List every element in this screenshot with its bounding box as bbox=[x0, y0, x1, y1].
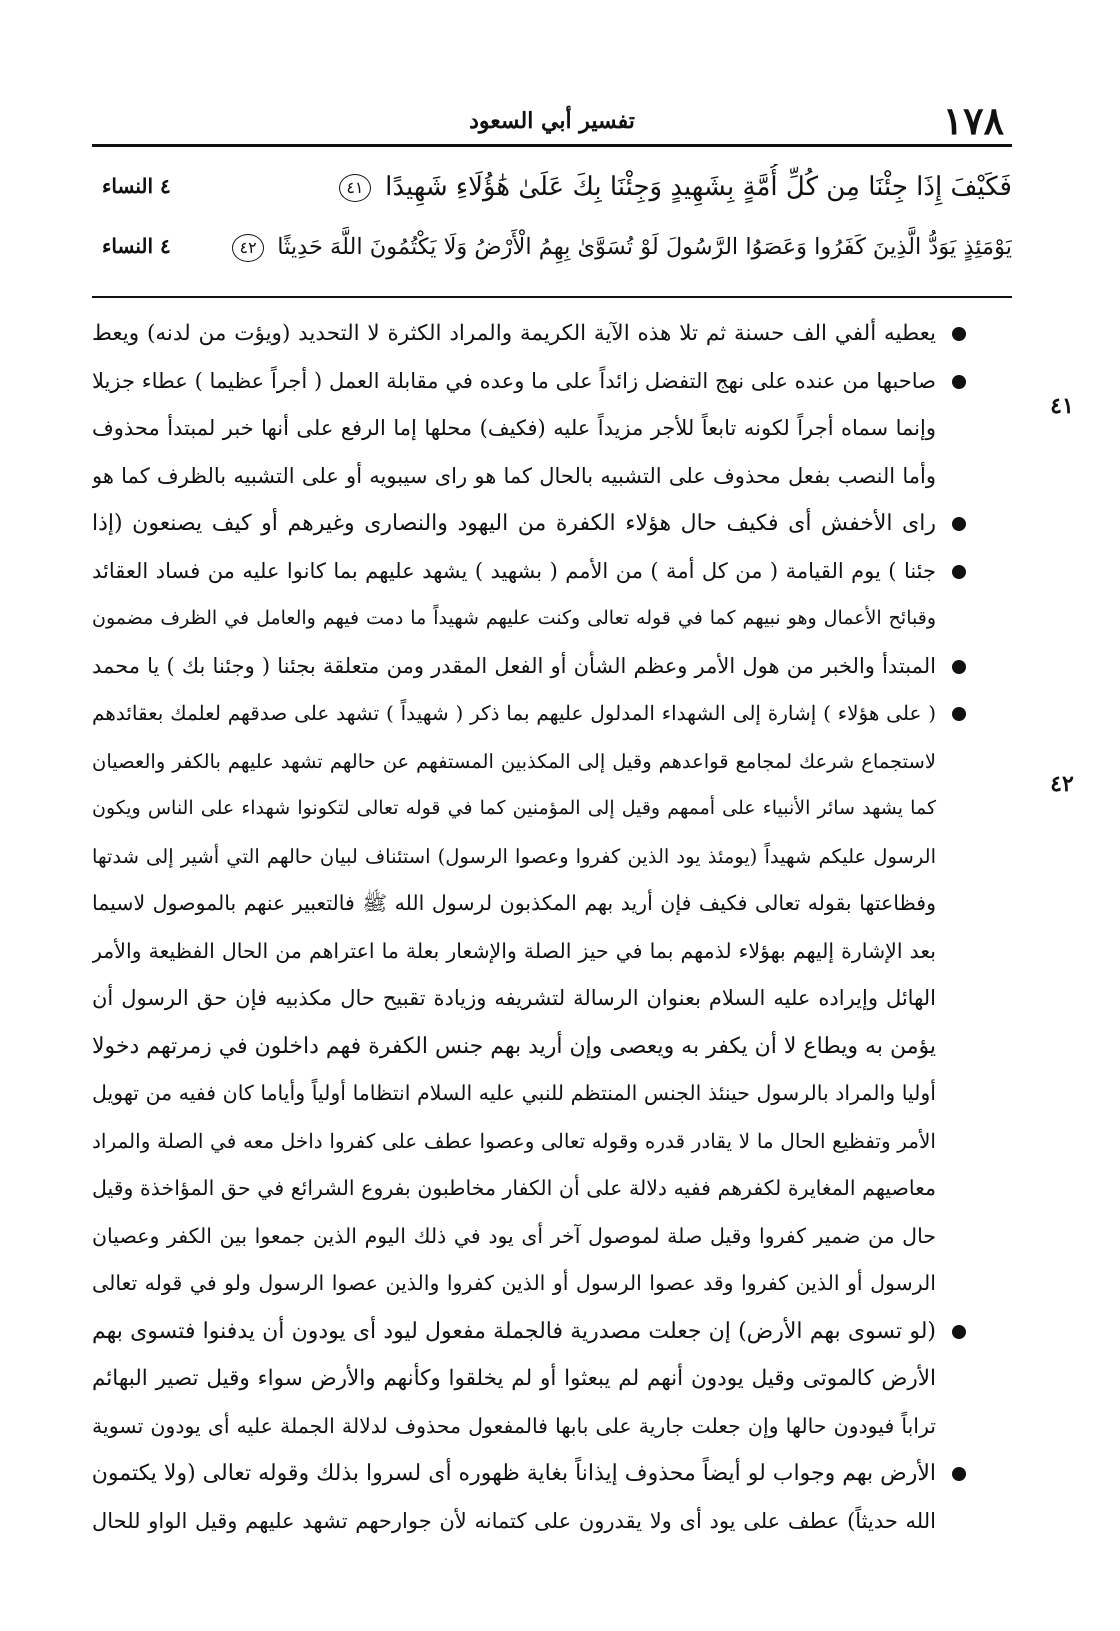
bullet-icon bbox=[952, 660, 966, 674]
commentary-line-text: الرسول أو الذين كفروا وقد عصوا الرسول أو الذين كفروا والذين عصوا الرسول ولو في قوله تعالى bbox=[92, 1271, 936, 1295]
bullet-icon bbox=[952, 707, 966, 721]
verse-text: يَوْمَئِذٍ يَوَدُّ الَّذِينَ كَفَرُوا وَعَصَوُا الرَّسُولَ لَوْ تُسَوَّىٰ بِهِمُ الْأَرْضُ وَلَا يَكْتُمُونَ اللَّهَ حَدِيثًا bbox=[277, 234, 1012, 260]
commentary-line-text: الرسول عليكم شهيداً (يومئذ يود الذين كفروا وعصوا الرسول) استئناف لبيان حالهم التي أشير إلى شدتها bbox=[92, 844, 936, 868]
margin-verse-number: ٤٢ bbox=[1050, 771, 1074, 797]
commentary-line bbox=[92, 1308, 972, 1356]
commentary-line bbox=[92, 1070, 972, 1118]
bullet-icon bbox=[952, 1325, 966, 1339]
verse-number-mark: ٤١ bbox=[339, 174, 371, 202]
page-header bbox=[92, 92, 1012, 142]
verse-text-block bbox=[222, 164, 1012, 210]
commentary-body bbox=[92, 310, 972, 1545]
commentary-line bbox=[92, 738, 972, 786]
commentary-line-text: الأرض كالموتى وقيل يودون أنهم لم يبعثوا أو لم يخلقوا وكأنهم والأرض سواء وقيل تصير البهائم bbox=[92, 1366, 936, 1391]
commentary-line bbox=[92, 1498, 972, 1546]
verse-text-block bbox=[222, 224, 1012, 270]
commentary-line-text: وفظاعتها بقوله تعالى فكيف فإن أريد بهم المكذبون لرسول الله ﷺ فالتعبير عنهم بالموصول لاسيما bbox=[92, 891, 936, 915]
commentary-line-text: أوليا والمراد بالرسول حينئذ الجنس المنتظم للنبي عليه السلام انتظاما أولياً وأياما كان ففيه من تهويل bbox=[92, 1081, 936, 1105]
commentary-line-text: (لو تسوى بهم الأرض) إن جعلت مصدرية فالجملة مفعول ليود أى يودون أن يدفنوا فتسوى بهم bbox=[92, 1318, 936, 1344]
header-divider bbox=[92, 144, 1012, 147]
commentary-line bbox=[92, 643, 972, 691]
verse-reference: ٤ النساء bbox=[102, 234, 171, 258]
bullet-icon bbox=[952, 565, 966, 579]
commentary-line-text: راى الأخفش أى فكيف حال هؤلاء الكفرة من اليهود والنصارى وغيرهم أو كيف يصنعون (إذا bbox=[92, 511, 936, 536]
verses-divider bbox=[92, 296, 1012, 298]
commentary-line bbox=[92, 833, 972, 881]
commentary-line-text: المبتدأ والخبر من هول الأمر وعظم الشأن أو الفعل المقدر ومن متعلقة بجئنا ( وجئنا بك ) يا محمد bbox=[92, 653, 936, 678]
commentary-line bbox=[92, 1403, 972, 1451]
commentary-line bbox=[92, 358, 972, 406]
commentary-line-text: الأرض بهم وجواب لو أيضاً محذوف إيذاناً بغاية ظهوره أى لسروا بذلك وقوله تعالى (ولا يكتمون bbox=[92, 1461, 936, 1486]
quran-verse bbox=[92, 160, 1012, 218]
commentary-line bbox=[92, 1355, 972, 1403]
bullet-icon bbox=[952, 327, 966, 341]
commentary-line bbox=[92, 1450, 972, 1498]
commentary-line bbox=[92, 690, 972, 738]
commentary-line bbox=[92, 595, 972, 643]
commentary-line bbox=[92, 1023, 972, 1071]
quran-verse bbox=[92, 220, 1012, 278]
margin-verse-number: ٤١ bbox=[1050, 393, 1074, 419]
commentary-line bbox=[92, 405, 972, 453]
commentary-line-text: وأما النصب بفعل محذوف على التشبيه بالحال كما هو راى سيبويه أو على التشبيه بالظرف كما هو bbox=[92, 463, 936, 488]
commentary-line-text: صاحبها من عنده على نهج التفضل زائداً على ما وعده في مقابلة العمل ( أجراً عظيما ) عطاء جزيلا bbox=[92, 368, 936, 393]
commentary-line-text: وقبائح الأعمال وهو نبيهم كما في قوله تعالى وكنت عليهم شهيداً ما دمت فيهم والعامل في الظرف مضمون bbox=[92, 607, 936, 629]
page-number: ١٧٨ bbox=[942, 98, 1004, 143]
commentary-line-text: بعد الإشارة إليهم بهؤلاء لذمهم بما في حيز الصلة والإشعار بعلة ما اعتراهم من الحال الفظيعة والأمر bbox=[92, 938, 936, 963]
commentary-line-text: الهائل وإيراده عليه السلام بعنوان الرسالة لتشريفه وزيادة تقبيح حال مكذبيه فإن حق الرسول أن bbox=[92, 986, 936, 1010]
commentary-line-text: لاستجماع شرعك لمجامع قواعدهم وقيل إلى المكذبين المستفهم عن حالهم تشهد عليهم بالكفر والعصيان bbox=[92, 749, 936, 773]
commentary-line-text: يؤمن به ويطاع لا أن يكفر به ويعصى وإن أريد بهم جنس الكفرة فهم داخلون في زمرتهم دخولا bbox=[92, 1033, 936, 1059]
verse-reference: ٤ النساء bbox=[102, 174, 171, 198]
commentary-line bbox=[92, 1260, 972, 1308]
commentary-line bbox=[92, 500, 972, 548]
commentary-line-text: تراباً فيودون حالها وإن جعلت جارية على بابها فالمفعول محذوف لدلالة الجملة عليه أى يودون تسوية bbox=[92, 1413, 937, 1438]
commentary-line bbox=[92, 928, 972, 976]
commentary-line bbox=[92, 548, 972, 596]
bullet-icon bbox=[952, 1467, 966, 1481]
commentary-line bbox=[92, 1213, 972, 1261]
commentary-line-text: جئنا ) يوم القيامة ( من كل أمة ) من الأمم ( بشهيد ) يشهد عليهم بما كانوا عليه من فساد العقائد bbox=[92, 558, 936, 583]
commentary-line bbox=[92, 880, 972, 928]
commentary-line-text: الأمر وتفظيع الحال ما لا يقادر قدره وقوله تعالى وعصوا عطف على كفروا داخل معه في الصلة والمراد bbox=[92, 1128, 936, 1153]
verse-text: فَكَيْفَ إِذَا جِئْنَا مِن كُلِّ أُمَّةٍ بِشَهِيدٍ وَجِئْنَا بِكَ عَلَىٰ هَٰؤُلَاءِ شَهِيدًا bbox=[385, 172, 1012, 202]
commentary-line-text: معاصيهم المغايرة لكفرهم ففيه دلالة على أن الكفار مخاطبون بفروع الشرائع في حق المؤاخذة وقيل bbox=[92, 1176, 936, 1200]
commentary-line-text: كما يشهد سائر الأنبياء على أممهم وقيل إلى المؤمنين كما في قوله تعالى لتكونوا شهداء على الناس ويكون bbox=[92, 797, 936, 819]
commentary-line bbox=[92, 453, 972, 501]
commentary-line bbox=[92, 1165, 972, 1213]
running-title: تفسير أبي السعود bbox=[469, 108, 635, 134]
commentary-line-text: ( على هؤلاء ) إشارة إلى الشهداء المدلول عليهم بما ذكر ( شهيداً ) تشهد على صدقهم لعلمك بعقائدهم bbox=[92, 701, 936, 725]
commentary-line bbox=[92, 975, 972, 1023]
commentary-line-text: وإنما سماه أجراً لكونه تابعاً للأجر مزيداً عليه (فكيف) محلها إما الرفع على أنها خبر لمبتدأ محذوف bbox=[92, 416, 936, 440]
verse-number-mark: ٤٢ bbox=[232, 234, 264, 262]
commentary-line bbox=[92, 310, 972, 358]
commentary-line bbox=[92, 1118, 972, 1166]
commentary-line-text: حال من ضمير كفروا وقيل صلة لموصول آخر أى يود في ذلك اليوم الذين جمعوا بين الكفر وعصيان bbox=[92, 1223, 936, 1248]
bullet-icon bbox=[952, 375, 966, 389]
commentary-line-text: الله حديثاً) عطف على يود أى ولا يقدرون على كتمانه لأن جوارحهم تشهد عليهم وقيل الواو للحال bbox=[92, 1508, 936, 1533]
bullet-icon bbox=[952, 517, 966, 531]
commentary-line bbox=[92, 785, 972, 833]
commentary-line-text: يعطيه ألفي الف حسنة ثم تلا هذه الآية الكريمة والمراد الكثرة لا التحديد (ويؤت من لدنه) ويعط bbox=[92, 321, 936, 346]
